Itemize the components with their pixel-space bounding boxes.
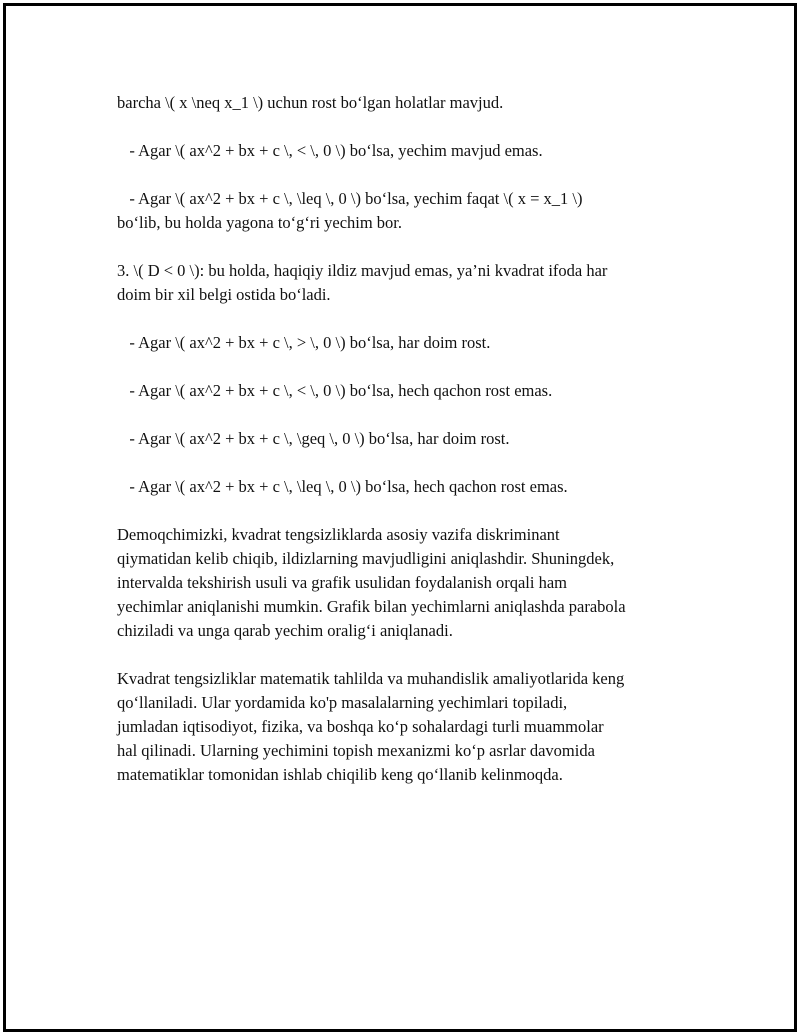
bullet-geq-zero: - Agar \( ax^2 + bx + c \, \geq \, 0 \) bo‘lsa, har doim rost.	[117, 429, 510, 448]
applications-paragraph: Kvadrat tengsizliklar matematik tahlilda va muhandislik amaliyotlarida keng qo‘llaniladi. Ular yordamida ko'p masalalarning yechimlari topiladi, jumladan iqtisodiyot, fizika, va boshqa ko‘p sohalardagi turli muammolar hal qilinadi. Ularning yechimini topish mexanizmi ko‘p asrlar davomida matematiklar tomonidan ishlab chiqilib keng qo‘llanib kelinmoqda.	[117, 669, 625, 784]
bullet-leq-zero-never: - Agar \( ax^2 + bx + c \, \leq \, 0 \) bo‘lsa, hech qachon rost emas.	[117, 477, 568, 496]
bullet-less-than-zero-never: - Agar \( ax^2 + bx + c \, < \, 0 \) bo‘lsa, hech qachon rost emas.	[117, 381, 553, 400]
bullet-greater-than-zero: - Agar \( ax^2 + bx + c \, > \, 0 \) bo‘lsa, har doim rost.	[117, 333, 491, 352]
paragraph-roots-condition: barcha \( x \neq x_1 \) uchun rost bo‘lgan holatlar mavjud.	[117, 93, 504, 112]
summary-paragraph: Demoqchimizki, kvadrat tengsizliklarda asosiy vazifa diskriminant qiymatidan kelib chiqib, ildizlarning mavjudligini aniqlashdir. Shuningdek, intervalda tekshirish usuli va grafik usulidan foydalanish orqali ham yechimlar aniqlanishi mumkin. Grafik bilan yechimlarni aniqlashda parabola chiziladi va unga qarab yechim oralig‘i aniqlanadi.	[117, 525, 626, 640]
case-negative-discriminant: 3. \( D < 0 \): bu holda, haqiqiy ildiz mavjud emas, ya’ni kvadrat ifoda har doim bir xil belgi ostida bo‘ladi.	[117, 261, 608, 304]
bullet-less-than-zero: - Agar \( ax^2 + bx + c \, < \, 0 \) bo‘lsa, yechim mavjud emas.	[117, 141, 543, 160]
bullet-leq-zero: - Agar \( ax^2 + bx + c \, \leq \, 0 \) bo‘lsa, yechim faqat \( x = x_1 \) bo‘lib, bu holda yagona to‘g‘ri yechim bor.	[117, 189, 583, 232]
document-body	[117, 91, 697, 787]
